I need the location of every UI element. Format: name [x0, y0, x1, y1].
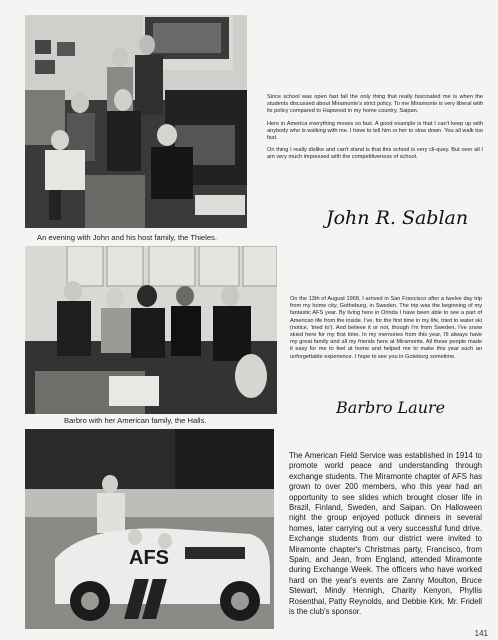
hall-photo-illustration — [25, 246, 277, 414]
hall-photo-caption: Barbro with her American family, the Halls. — [64, 416, 207, 425]
barbro-paragraph: On the 13th of August 1968, I arrived in San Francisco after a twelve day trip from my home city, Gotheburg, in Sweden. The trip was the beginning of my fantastic AFS year. By living here in Orinda I have been able to see a part of American life from the inside. I've, for the first time in my life, tried to water ski (notice, 'tried to'). And believe it or not, though I'm from Sweden, I've snow skied here for my first time. In my memories from this year, I'll always have my great family and all my friends here at Miramonte. All these people made it easy for me to feel at home and helped me to make this year such an unforgettable experience. I hope to see you in Goteborg sometime. — [290, 296, 482, 360]
john-signature: John R. Sablan — [326, 207, 469, 229]
thiele-photo-illustration — [25, 15, 247, 228]
photo-thiele-family — [25, 15, 247, 228]
afs-car-logo: AFS — [129, 547, 169, 569]
photo-afs-car — [25, 429, 274, 629]
afs-article-text: The American Field Service was established in 1914 to promote world peace and understanding through exchange students. The Miramonte chapter of AFS has grown to over 200 members, who this year had an opportunity to see slides which brought closer life in Brazil, Finland, Sweden, and Saipan. On Halloween night the group enjoyed potluck dinners in several homes, later carrying out a very successful fund drive. Exchange students from our district were invited to Miramonte chapter's Christmas party, Francisco, from Spain, and Jean, from England, attended Miramonte during Exchange Week. The officers who have worked hard on the year's events are Zanny Moulton, Bruce Stewart, Mindy Hennigh, Charity Kenyon, Phyllis Rosenthal, Patty Reynolds, and Debbie Kirk. Mr. Fridell is the club's sponsor. — [289, 451, 482, 617]
john-paragraph: On thing I really dislike and can't stand is that this school is very cli-quey. But over all I am very much impressed with the competitiveness of school. — [267, 147, 483, 161]
thiele-photo-caption: An evening with John and his host family, the Thieles. — [37, 233, 217, 242]
barbro-text-column — [290, 296, 482, 366]
john-text-column — [267, 94, 483, 167]
afs-car-photo-illustration — [25, 429, 274, 629]
photo-hall-family — [25, 246, 277, 414]
john-paragraph: Here in America everything moves so fast. A good example is that I can't keep up with anybody who is walking with me. I have to tell him or her to slow down. You all walk too fast. — [267, 120, 483, 142]
page-number: 141 — [474, 629, 488, 638]
john-paragraph: Since school was open fast fall the only thing that really fascinated me is when the students discussed about Miramonte's strict policy. To me Miramonte is very liberal with its policy compared to Hapwood in my home country, Saipan. — [267, 94, 483, 115]
barbro-signature: Barbro Laure — [336, 398, 446, 417]
